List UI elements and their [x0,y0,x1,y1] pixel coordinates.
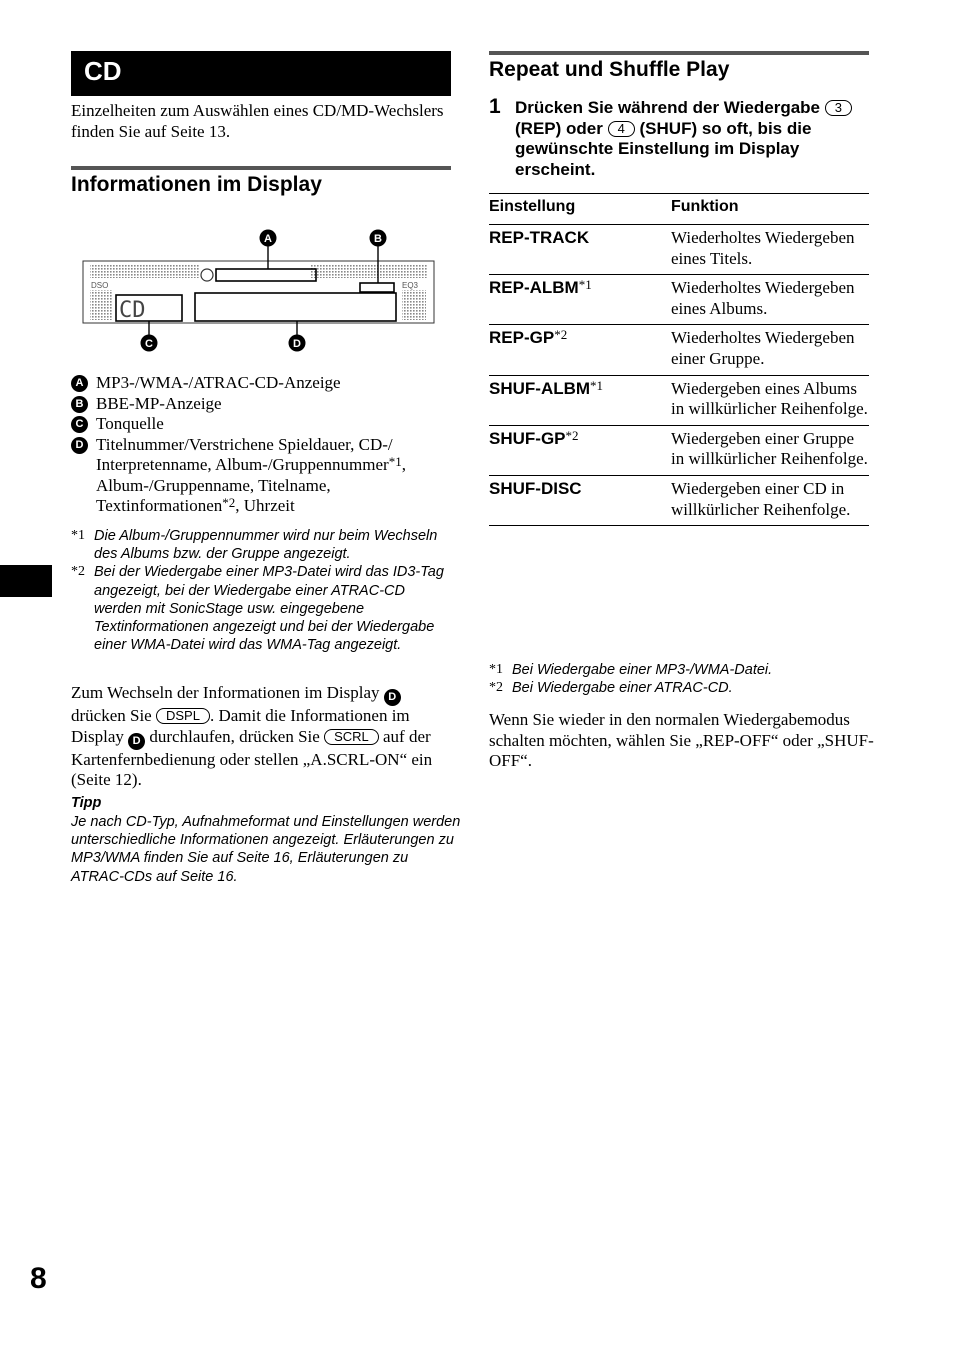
display-footnotes [71,527,456,654]
display-diagram [80,226,440,356]
section-rule [71,166,451,170]
legend-item-a: A MP3-/WMA-/ATRAC-CD-Anzeige [71,373,456,394]
label-c [141,335,158,352]
display-heading: Informationen im Display [71,173,322,196]
side-tab [0,565,52,597]
table-row: REP-GP$^{*2}$ Wiederholtes Wiedergeben einer Gruppe. [489,325,869,375]
dso-label: DSO [91,281,109,290]
scrl-key: SCRL [324,729,379,745]
step-text: Drücken Sie während der Wiedergabe 3 (REP) oder 4 (SHUF) so oft, bis die gewünschte Einstellung im Display erscheint. [515,98,875,180]
dspl-key: DSPL [156,708,210,724]
key-4: 4 [608,121,635,137]
key-3: 3 [825,100,852,116]
page-number: 8 [30,1262,47,1295]
eq-label: EQ3 [402,281,419,290]
footnote-2: *2 Bei Wiedergabe einer ATRAC-CD. [489,680,733,697]
page-title: CD [84,56,122,86]
label-d [289,335,306,352]
footnote-2: *2 Bei der Wiedergabe einer MP3-Datei wird das ID3-Tag angezeigt, bei der Wiedergabe einer ATRAC-CD werden mit SonicStage usw. eingegebene Textinformationen angezeigt und bei der Wiedergabe einer WMA-Datei wird das WMA-Tag angezeigt. [71,564,444,654]
svg-text:C: C [145,338,153,350]
table-row: SHUF-GP$^{*2}$ Wiedergeben einer Gruppe in willkürlicher Reihenfolge. [489,425,869,475]
settings-table [489,193,869,526]
disc-icon [201,269,213,281]
step-number: 1 [489,95,501,118]
table-header: Einstellung [489,194,671,225]
table-row: REP-TRACK Wiederholtes Wiedergeben eines Titels. [489,225,869,275]
svg-text:B: B [374,233,382,245]
intro-text: Einzelheiten zum Auswählen eines CD/MD-Wechslers finden Sie auf Seite 13. [71,101,444,141]
table-footnotes [489,661,869,697]
legend-item-b: B BBE-MP-Anzeige [71,394,456,415]
legend-item-d: D Titelnummer/Verstrichene Spieldauer, CD-/ Interpretenname, Album-/Gruppennummer$^{*1}$, Album-/Gruppenname, Titelname, Textinformationen$^{*2}$, Uhrzeit [71,435,456,517]
display-legend [71,373,456,517]
title-bar [71,51,451,96]
legend-item-c: C Tonquelle [71,414,456,435]
table-header: Funktion [671,194,869,225]
svg-text:A: A [264,233,272,245]
dspl-paragraph: Zum Wechseln der Informationen im Display D drücken Sie DSPL . Damit die Informationen im Display D durchlaufen, drücken Sie SCRL auf der Kartenfernbedienung oder stellen „A.SCRL-ON“ ein (Seite 12). [71,683,433,790]
source-display: CD [119,298,146,323]
repeat-heading: Repeat und Shuffle Play [489,58,730,81]
table-row: REP-ALBM$^{*1}$ Wiederholtes Wiedergeben eines Albums. [489,275,869,325]
outro-text: Wenn Sie wieder in den normalen Wiedergabemodus schalten möchten, wählen Sie „REP-OFF“ oder „SHUF-OFF“. [489,710,874,771]
table-row: SHUF-ALBM$^{*1}$ Wiedergeben eines Albums in willkürlicher Reihenfolge. [489,375,869,425]
label-a [260,230,277,247]
label-b [370,230,387,247]
footnote-1: *1 Die Album-/Gruppennummer wird nur beim Wechseln des Albums bzw. der Gruppe angezeigt. [71,528,438,563]
section-rule [489,51,869,55]
svg-text:D: D [293,338,301,350]
tipp-heading: Tipp [71,795,102,811]
footnote-1: *1 Bei Wiedergabe einer MP3-/WMA-Datei. [489,662,773,678]
tipp-text: Je nach CD-Typ, Aufnahmeformat und Einstellungen werden unterschiedliche Informationen angezeigt. Erläuterungen zu MP3/WMA finden Sie auf Seite 16, Erläuterungen zu ATRAC-CDs auf Seite 16. [71,814,461,885]
table-row: SHUF-DISC Wiedergeben einer CD in willkürlicher Reihenfolge. [489,475,869,525]
